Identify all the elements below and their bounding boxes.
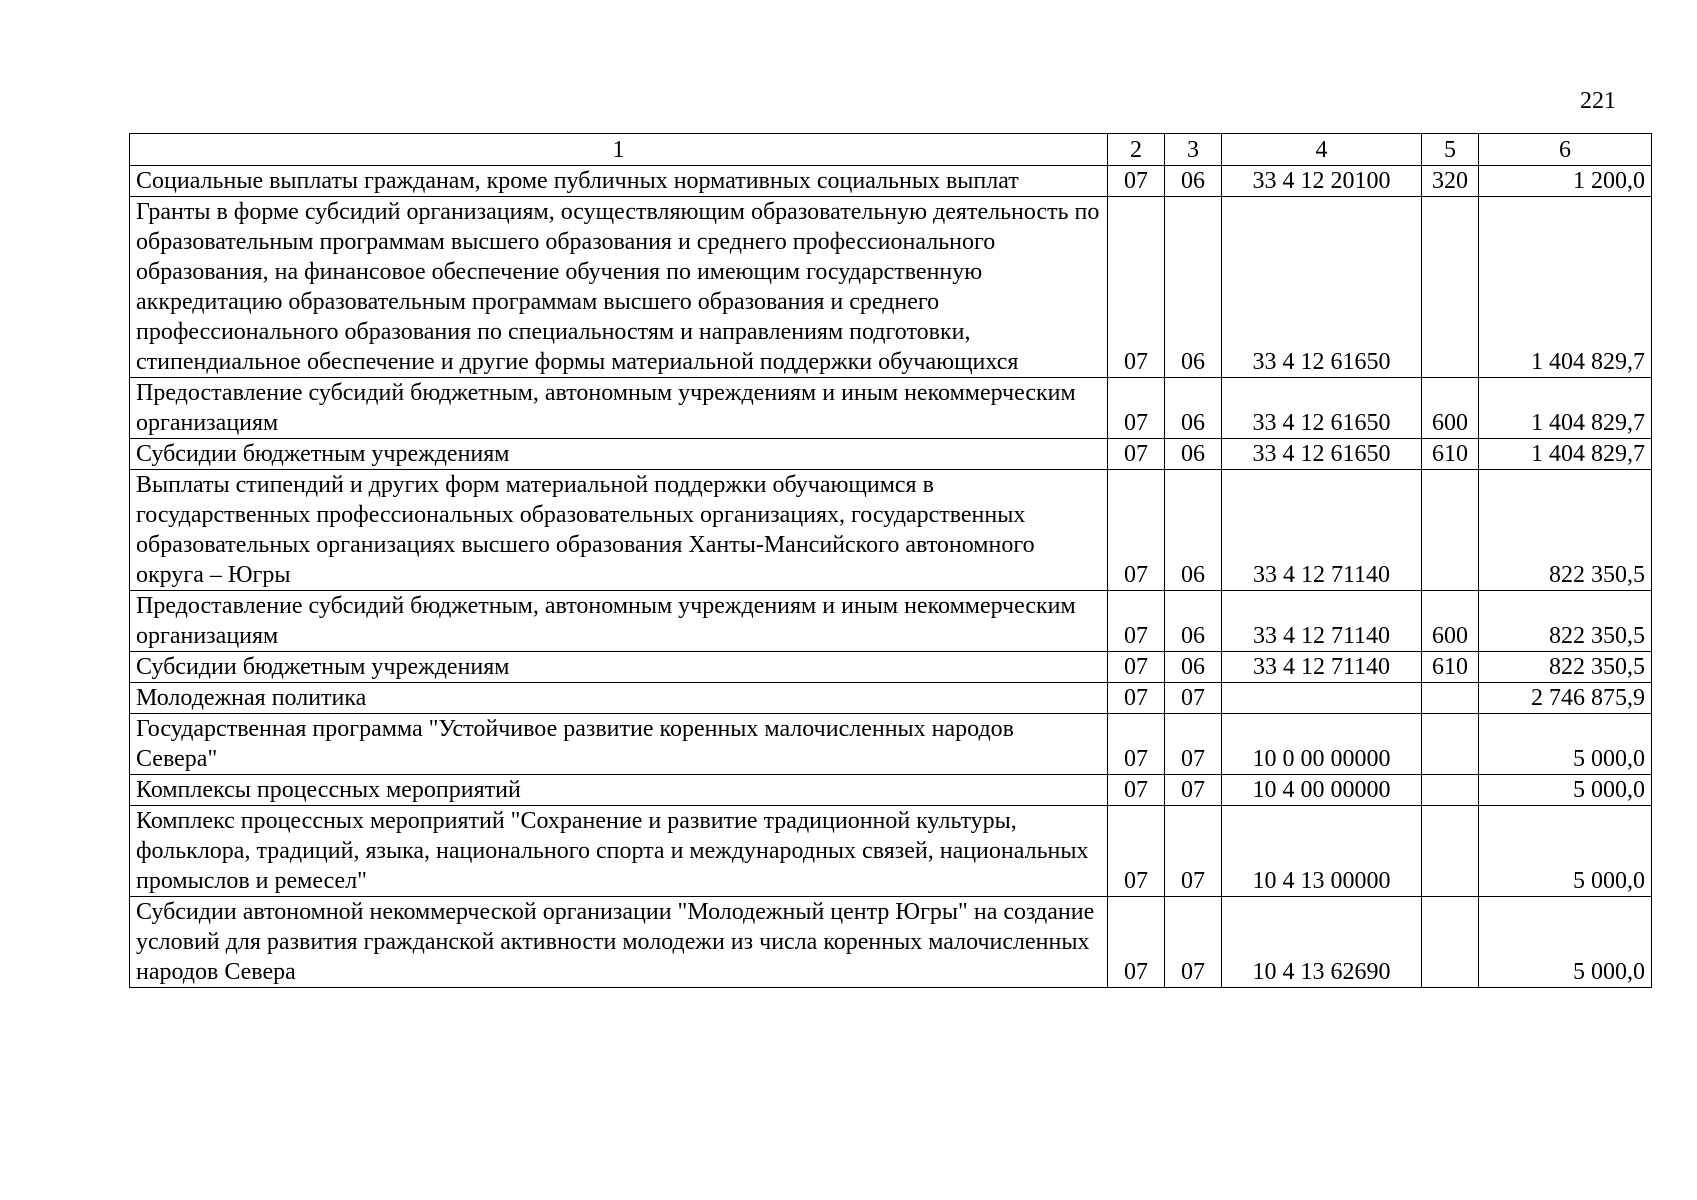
- row-amount: 822 350,5: [1479, 591, 1652, 652]
- table-header-row: [130, 134, 1652, 166]
- row-subsection: 06: [1165, 166, 1222, 197]
- row-name: Выплаты стипендий и других форм материальной поддержки обучающимся в государственных профессиональных образовательных организациях, государственных образовательных организациях высшего образования Ханты-Мансийского автономного округа – Югры: [130, 470, 1108, 591]
- row-target-code: 33 4 12 71140: [1222, 652, 1422, 683]
- row-subsection: 06: [1165, 197, 1222, 378]
- row-subsection: 07: [1165, 714, 1222, 775]
- row-name: Комплексы процессных мероприятий: [130, 775, 1108, 806]
- row-name: Комплекс процессных мероприятий "Сохранение и развитие традиционной культуры, фольклора, традиций, языка, национального спорта и международных связей, национальных промыслов и ремесел": [130, 806, 1108, 897]
- table-row: [130, 166, 1652, 197]
- row-amount: 5 000,0: [1479, 806, 1652, 897]
- row-subsection: 07: [1165, 806, 1222, 897]
- row-amount: 5 000,0: [1479, 714, 1652, 775]
- table-row: [130, 439, 1652, 470]
- header-col-3: 3: [1165, 134, 1222, 166]
- row-target-code: 10 4 13 62690: [1222, 897, 1422, 988]
- row-target-code: [1222, 683, 1422, 714]
- header-col-2: 2: [1108, 134, 1165, 166]
- header-col-5: 5: [1422, 134, 1479, 166]
- row-target-code: 33 4 12 61650: [1222, 197, 1422, 378]
- row-subsection: 06: [1165, 652, 1222, 683]
- row-expense-type: [1422, 197, 1479, 378]
- row-section: 07: [1108, 897, 1165, 988]
- table-row: [130, 897, 1652, 988]
- row-name: Субсидии бюджетным учреждениям: [130, 439, 1108, 470]
- table-row: [130, 591, 1652, 652]
- row-subsection: 06: [1165, 378, 1222, 439]
- row-subsection: 07: [1165, 775, 1222, 806]
- row-name: Гранты в форме субсидий организациям, осуществляющим образовательную деятельность по образовательным программам высшего образования и среднего профессионального образования, на финансовое обеспечение обучения по имеющим государственную аккредитацию образовательным программам высшего образования и среднего профессионального образования по специальностям и направлениям подготовки, стипендиальное обеспечение и другие формы материальной поддержки обучающихся: [130, 197, 1108, 378]
- row-section: 07: [1108, 166, 1165, 197]
- row-expense-type: 600: [1422, 591, 1479, 652]
- row-expense-type: [1422, 897, 1479, 988]
- row-target-code: 33 4 12 71140: [1222, 591, 1422, 652]
- row-section: 07: [1108, 197, 1165, 378]
- row-amount: 5 000,0: [1479, 897, 1652, 988]
- table-row: [130, 652, 1652, 683]
- row-section: 07: [1108, 470, 1165, 591]
- header-col-4: 4: [1222, 134, 1422, 166]
- row-subsection: 07: [1165, 683, 1222, 714]
- row-section: 07: [1108, 683, 1165, 714]
- row-section: 07: [1108, 714, 1165, 775]
- row-amount: 822 350,5: [1479, 470, 1652, 591]
- row-target-code: 33 4 12 71140: [1222, 470, 1422, 591]
- table-row: [130, 806, 1652, 897]
- row-section: 07: [1108, 806, 1165, 897]
- row-expense-type: [1422, 775, 1479, 806]
- row-expense-type: 600: [1422, 378, 1479, 439]
- row-name: Предоставление субсидий бюджетным, автономным учреждениям и иным некоммерческим организациям: [130, 378, 1108, 439]
- budget-table: [129, 133, 1652, 988]
- row-section: 07: [1108, 439, 1165, 470]
- row-expense-type: 610: [1422, 439, 1479, 470]
- row-amount: 1 404 829,7: [1479, 197, 1652, 378]
- row-target-code: 33 4 12 61650: [1222, 439, 1422, 470]
- row-subsection: 06: [1165, 439, 1222, 470]
- table-row: [130, 775, 1652, 806]
- row-target-code: 10 4 00 00000: [1222, 775, 1422, 806]
- row-name: Предоставление субсидий бюджетным, автономным учреждениям и иным некоммерческим организациям: [130, 591, 1108, 652]
- row-expense-type: [1422, 714, 1479, 775]
- row-subsection: 07: [1165, 897, 1222, 988]
- table-row: [130, 683, 1652, 714]
- row-expense-type: [1422, 683, 1479, 714]
- row-target-code: 10 4 13 00000: [1222, 806, 1422, 897]
- table-row: [130, 714, 1652, 775]
- row-amount: 1 404 829,7: [1479, 378, 1652, 439]
- row-section: 07: [1108, 652, 1165, 683]
- row-target-code: 33 4 12 20100: [1222, 166, 1422, 197]
- row-amount: 2 746 875,9: [1479, 683, 1652, 714]
- page-number: 221: [1580, 88, 1616, 114]
- row-name: Субсидии автономной некоммерческой организации "Молодежный центр Югры" на создание условий для развития гражданской активности молодежи из числа коренных малочисленных народов Севера: [130, 897, 1108, 988]
- row-target-code: 33 4 12 61650: [1222, 378, 1422, 439]
- row-expense-type: [1422, 470, 1479, 591]
- row-expense-type: 320: [1422, 166, 1479, 197]
- row-section: 07: [1108, 591, 1165, 652]
- row-section: 07: [1108, 378, 1165, 439]
- row-expense-type: [1422, 806, 1479, 897]
- row-name: Субсидии бюджетным учреждениям: [130, 652, 1108, 683]
- header-col-1: 1: [130, 134, 1108, 166]
- row-amount: 5 000,0: [1479, 775, 1652, 806]
- row-name: Социальные выплаты гражданам, кроме публичных нормативных социальных выплат: [130, 166, 1108, 197]
- table-row: [130, 470, 1652, 591]
- row-name: Государственная программа "Устойчивое развитие коренных малочисленных народов Севера": [130, 714, 1108, 775]
- row-amount: 1 200,0: [1479, 166, 1652, 197]
- table-row: [130, 378, 1652, 439]
- row-target-code: 10 0 00 00000: [1222, 714, 1422, 775]
- header-col-6: 6: [1479, 134, 1652, 166]
- row-section: 07: [1108, 775, 1165, 806]
- row-name: Молодежная политика: [130, 683, 1108, 714]
- row-subsection: 06: [1165, 591, 1222, 652]
- row-amount: 822 350,5: [1479, 652, 1652, 683]
- row-expense-type: 610: [1422, 652, 1479, 683]
- row-amount: 1 404 829,7: [1479, 439, 1652, 470]
- row-subsection: 06: [1165, 470, 1222, 591]
- table-row: [130, 197, 1652, 378]
